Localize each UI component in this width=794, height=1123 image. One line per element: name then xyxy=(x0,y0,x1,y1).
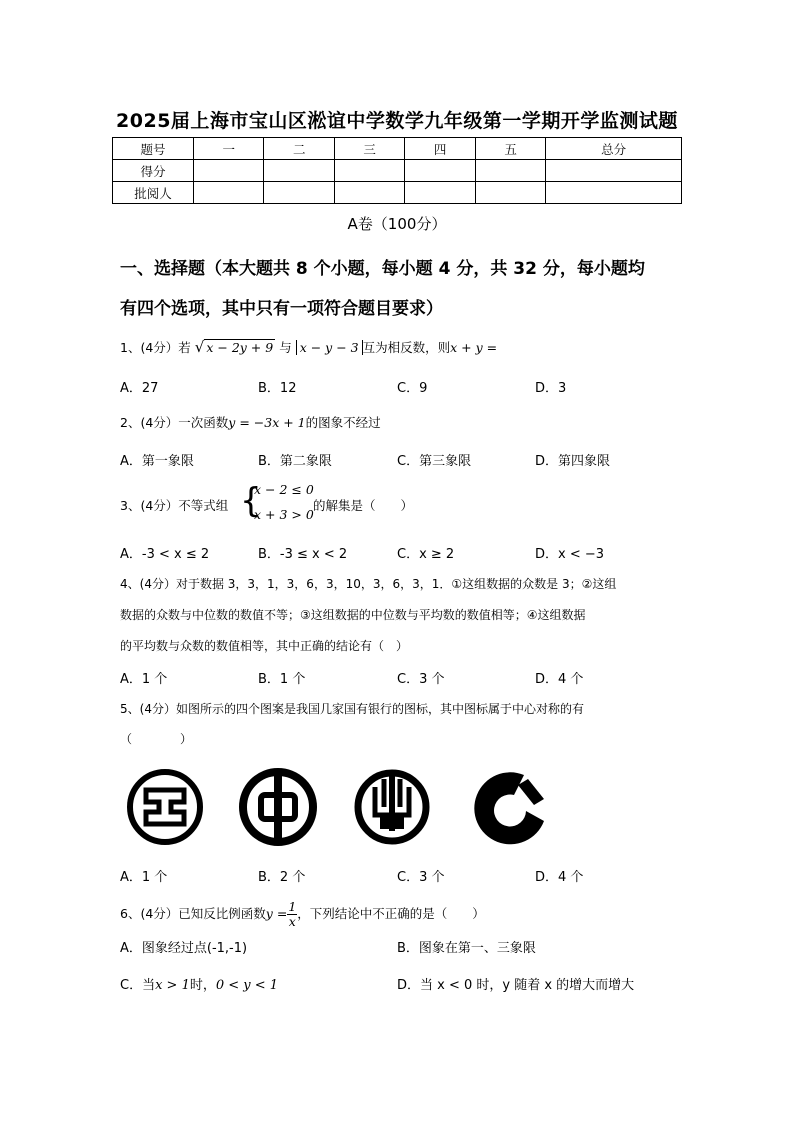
row-label: 得分 xyxy=(113,160,194,182)
q2-option-d[interactable]: D．第四象限 xyxy=(535,454,611,469)
q1-suffix: 互为相反数，则 xyxy=(362,340,451,355)
q4-line1: 4、(4分）对于数据 3，3，1，3，6，3，10，3，6，3，1．①这组数据的众数是 3；②这组 xyxy=(120,577,617,591)
grader-cell[interactable] xyxy=(405,182,475,204)
q5-option-b[interactable]: B．2 个 xyxy=(258,870,306,885)
header-cell: 三 xyxy=(334,138,404,160)
q3-prefix: 3、(4分）不等式组 xyxy=(120,498,229,513)
score-row xyxy=(113,160,682,182)
header-cell: 题号 xyxy=(113,138,194,160)
q1-option-c[interactable]: C．9 xyxy=(397,381,428,396)
q4-line3: 的平均数与众数的数值相等，其中正确的结论有（ ） xyxy=(120,639,409,653)
score-cell[interactable] xyxy=(475,160,545,182)
q5-option-a[interactable]: A．1 个 xyxy=(120,870,168,885)
q6-option-b[interactable]: B．图象在第一、三象限 xyxy=(397,941,536,956)
header-cell: 总分 xyxy=(546,138,682,160)
section-heading-line2: 有四个选项，其中只有一项符合题目要求） xyxy=(120,299,443,319)
q6-option-c-cond: x > 1 xyxy=(155,978,190,993)
q4-option-a[interactable]: A．1 个 xyxy=(120,672,168,687)
grader-cell[interactable] xyxy=(546,182,682,204)
q3-option-b[interactable]: B．-3 ≤ x < 2 xyxy=(258,547,348,562)
question-6 xyxy=(120,900,485,929)
brace-icon: { xyxy=(240,481,262,521)
score-table xyxy=(112,137,682,204)
q1-prefix: 1、(4分）若 xyxy=(120,340,191,355)
row-label: 批阅人 xyxy=(113,182,194,204)
q1-option-b[interactable]: B．12 xyxy=(258,381,297,396)
q2-expr: y = −3x + 1 xyxy=(228,415,306,430)
q3-option-c[interactable]: C．x ≥ 2 xyxy=(397,547,455,562)
q3-inequality-2: x + 3 > 0 xyxy=(254,507,314,522)
q6-fraction xyxy=(287,900,297,929)
q1-option-d[interactable]: D．3 xyxy=(535,381,567,396)
grader-row xyxy=(113,182,682,204)
q5-line2: （ ） xyxy=(120,732,193,746)
grader-cell[interactable] xyxy=(334,182,404,204)
q1-option-a[interactable]: A．27 xyxy=(120,381,159,396)
q6-denominator: x xyxy=(288,914,296,929)
q5-option-d[interactable]: D．4 个 xyxy=(535,870,584,885)
q6-numerator: 1 xyxy=(288,899,297,914)
header-cell: 四 xyxy=(405,138,475,160)
q6-option-c-result: 0 < y < 1 xyxy=(215,978,279,993)
q2-option-a[interactable]: A．第一象限 xyxy=(120,454,194,469)
exam-title: 2025届上海市宝山区淞谊中学数学九年级第一学期开学监测试题 xyxy=(116,110,678,132)
bank-logos xyxy=(120,764,560,854)
q2-option-b[interactable]: B．第二象限 xyxy=(258,454,332,469)
q4-option-c[interactable]: C．3 个 xyxy=(397,672,445,687)
score-table-header-row xyxy=(113,138,682,160)
q3-option-d[interactable]: D．x < −3 xyxy=(535,547,605,562)
sqrt-icon: √ xyxy=(194,338,205,356)
q6-suffix: ，下列结论中不正确的是（ ） xyxy=(297,906,485,921)
header-cell: 二 xyxy=(264,138,334,160)
score-cell[interactable] xyxy=(334,160,404,182)
q4-option-d[interactable]: D．4 个 xyxy=(535,672,584,687)
icbc-logo-icon xyxy=(130,772,200,842)
q3-inequality-1: x − 2 ≤ 0 xyxy=(254,482,314,497)
header-cell: 五 xyxy=(475,138,545,160)
q2-prefix: 2、(4分）一次函数 xyxy=(120,415,229,430)
question-1 xyxy=(120,338,497,356)
grader-cell[interactable] xyxy=(194,182,264,204)
score-cell[interactable] xyxy=(546,160,682,182)
q1-abs-expr: x − y − 3 xyxy=(296,340,363,355)
q6-option-c-mid: 时， xyxy=(189,978,216,993)
q6-lhs: y = xyxy=(265,906,288,921)
volume-label: A卷（100分） xyxy=(347,215,447,233)
grader-cell[interactable] xyxy=(264,182,334,204)
q1-tail: x + y = xyxy=(450,340,498,355)
abc-logo-icon xyxy=(358,773,426,841)
q4-line2: 数据的众数与中位数的数值不等；③这组数据的中位数与平均数的数值相等；④这组数据 xyxy=(120,608,586,622)
score-cell[interactable] xyxy=(405,160,475,182)
question-2 xyxy=(120,413,381,431)
q5-option-c[interactable]: C．3 个 xyxy=(397,870,445,885)
header-cell: 一 xyxy=(194,138,264,160)
section-heading-line1: 一、选择题（本大题共 8 个小题，每小题 4 分，共 32 分，每小题均 xyxy=(120,259,645,279)
q3-option-a[interactable]: A．-3 < x ≤ 2 xyxy=(120,547,210,562)
q1-mid: 与 xyxy=(279,340,292,355)
q5-line1: 5、(4分）如图所示的四个图案是我国几家国有银行的图标，其中图标属于中心对称的有 xyxy=(120,702,584,716)
ccb-logo-icon xyxy=(474,772,544,844)
grader-cell[interactable] xyxy=(475,182,545,204)
q1-sqrt-expr: x − 2y + 9 xyxy=(206,340,274,355)
q3-suffix: 的解集是（ ） xyxy=(313,498,414,513)
q6-option-c[interactable] xyxy=(120,974,278,993)
q6-option-c-pre: C．当 xyxy=(120,978,156,993)
boc-logo-icon xyxy=(243,772,313,842)
q6-prefix: 6、(4分）已知反比例函数 xyxy=(120,906,266,921)
score-cell[interactable] xyxy=(194,160,264,182)
score-cell[interactable] xyxy=(264,160,334,182)
q6-option-d[interactable]: D．当 x < 0 时，y 随着 x 的增大而增大 xyxy=(397,978,635,993)
q2-option-c[interactable]: C．第三象限 xyxy=(397,454,472,469)
q4-option-b[interactable]: B．1 个 xyxy=(258,672,306,687)
q2-suffix: 的图象不经过 xyxy=(305,415,381,430)
q6-option-a[interactable]: A．图象经过点(-1,-1) xyxy=(120,941,248,956)
